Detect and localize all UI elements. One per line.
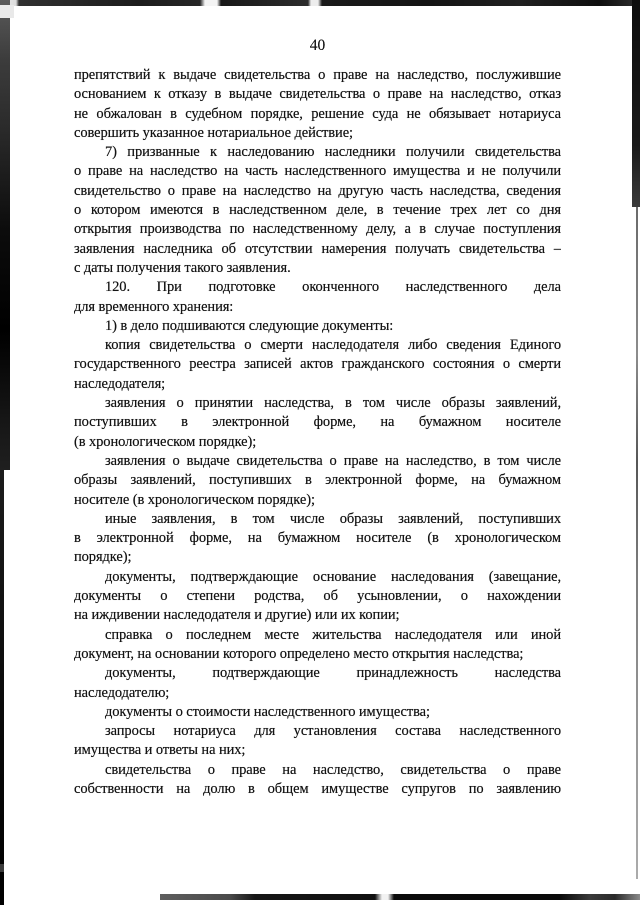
- text-line: свидетельства о праве на наследство, свидетельства о праве: [105, 761, 561, 778]
- text-line: наследодателя;: [74, 375, 166, 392]
- text-line: с даты получения такого заявления.: [74, 259, 291, 276]
- text-line: поступивших в электронной форме, на бумажном носителе: [74, 414, 561, 431]
- paragraph: [74, 143, 561, 278]
- paragraph: [74, 66, 561, 143]
- paragraph: [74, 703, 561, 722]
- text-line: заявления о выдаче свидетельства о праве на наследство, в том числе: [105, 452, 561, 469]
- text-line: 1) в дело подшиваются следующие документы:: [105, 317, 394, 334]
- paragraph: [74, 626, 561, 665]
- text-line: (в хронологическом порядке);: [74, 433, 257, 450]
- text-line: документы о стоимости наследственного имущества;: [105, 703, 430, 720]
- paragraph: [74, 336, 561, 394]
- page-number: 40: [309, 37, 326, 54]
- scan-artifact-right-edge-upper: [632, 0, 640, 207]
- paragraph: [74, 278, 561, 317]
- text-line: 7) призванные к наследованию наследники получили свидетельства: [105, 144, 561, 161]
- text-line: заявления наследника об отсутствии намерения получать свидетельства –: [74, 240, 561, 257]
- text-line: наследодателю;: [74, 684, 170, 701]
- text-line: основанием к отказу в выдаче свидетельства о праве на наследство, отказ: [74, 86, 561, 103]
- text-line: в электронной форме, на бумажном носителе (в хронологическом: [74, 530, 561, 547]
- text-line: документы, подтверждающие принадлежность наследства: [105, 665, 561, 682]
- scan-artifact-left-notch: [0, 5, 14, 18]
- text-line: документы, подтверждающие основание наследования (завещание,: [105, 568, 561, 585]
- text-line: документ, на основании которого определено место открытия наследства;: [74, 645, 524, 662]
- text-line: на иждивении наследодателя и другие) или их копии;: [74, 607, 400, 624]
- text-line: носителе (в хронологическом порядке);: [74, 491, 315, 508]
- scan-artifact-top-edge: [0, 0, 640, 6]
- text-line: документы о степени родства, об усыновлении, о нахождении: [74, 588, 561, 605]
- text-line: имущества и ответы на них;: [74, 742, 246, 759]
- paragraph: [74, 568, 561, 626]
- scan-artifact-left-edge-upper: [0, 0, 10, 470]
- text-line: открытия производства по наследственному делу, а в случае поступления: [74, 221, 561, 238]
- text-line: совершить указанное нотариальное действие;: [74, 124, 353, 141]
- text-line: для временного хранения:: [74, 298, 234, 315]
- paragraph: [74, 722, 561, 761]
- text-line: иные заявления, в том числе образы заявлений, поступивших: [105, 510, 561, 527]
- scan-artifact-left-mark: [0, 864, 4, 872]
- text-line: запросы нотариуса для установления состава наследственного: [105, 723, 561, 740]
- scan-artifact-right-edge-lower: [636, 207, 638, 879]
- document-body: [74, 66, 561, 799]
- text-line: копия свидетельства о смерти наследодателя либо сведения Единого: [105, 337, 561, 354]
- text-line: государственного реестра записей актов гражданского состояния о смерти: [74, 356, 561, 373]
- text-line: о праве на наследство на часть наследственного имущества и не получили: [74, 163, 561, 180]
- text-line: образы заявлений, поступивших в электронной форме, на бумажном: [74, 472, 561, 489]
- text-line: 120. При подготовке оконченного наследственного дела: [105, 279, 561, 296]
- text-line: собственности на долю в общем имуществе супругов по заявлению: [74, 780, 561, 797]
- scan-artifact-left-edge-lower: [0, 470, 4, 905]
- paragraph: [74, 317, 561, 336]
- paragraph: [74, 452, 561, 510]
- text-line: препятствий к выдаче свидетельства о праве на наследство, послужившие: [74, 67, 561, 83]
- paragraph: [74, 761, 561, 800]
- text-line: свидетельство о праве на наследство на другую часть наследства, сведения: [74, 182, 561, 199]
- text-line: заявления о принятии наследства, в том числе образы заявлений,: [105, 395, 561, 412]
- scan-artifact-bottom-edge: [160, 894, 640, 900]
- paragraph: [74, 664, 561, 703]
- text-line: о котором имеются в наследственном деле, в течение трех лет со дня: [74, 202, 561, 219]
- text-line: порядке);: [74, 549, 132, 566]
- text-line: не обжалован в судебном порядке, решение суда не обязывает нотариуса: [74, 105, 561, 122]
- text-line: справка о последнем месте жительства наследодателя или иной: [105, 626, 561, 643]
- paragraph: [74, 510, 561, 568]
- paragraph: [74, 394, 561, 452]
